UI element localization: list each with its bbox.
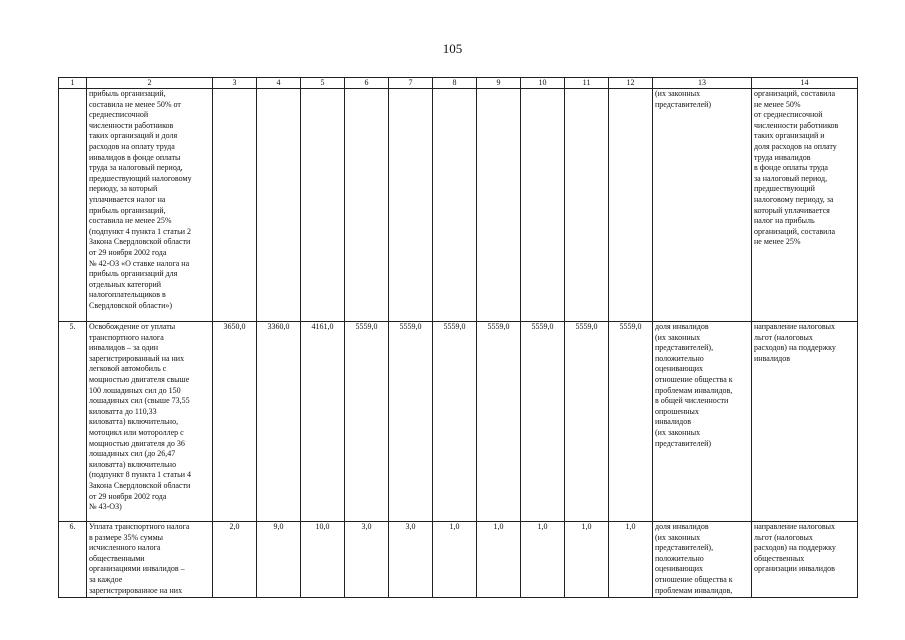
value-cell: 4161,0 [301,322,345,522]
value-cell: 3,0 [345,522,389,598]
benefit-description: Освобождение от уплаты транспортного налога инвалидов – за один зарегистрированный на них легковой автомобиль с мощностью двигателя свыше 100 лошадиных сил до 150 лошадиных сил (свыше 73,55 киловатта до 110,33 киловатта) включительно, мотоцикл или мотороллер с мощностью двигателя до 36 лошадиных сил (до 26,47 киловатта) включительно (подпункт 8 пункта 1 статьи 4 Закона Свердловской области от 29 ноября 2002 года № 43-ОЗ) [87,322,213,522]
column-header: 4 [257,78,301,89]
value-cell: 3650,0 [213,322,257,522]
tax-benefits-table [58,77,858,598]
target-cell: направление налоговых льгот (налоговых расходов) на поддержку общественных организации инвалидов [752,522,858,598]
value-cell [257,89,301,322]
table-row [59,522,858,598]
table-row [59,89,858,322]
value-cell: 5559,0 [609,322,653,522]
column-number-row [59,78,858,89]
value-cell: 2,0 [213,522,257,598]
indicator-cell: (их законных представителей) [653,89,752,322]
value-cell: 1,0 [609,522,653,598]
value-cell [301,89,345,322]
value-cell: 1,0 [477,522,521,598]
value-cell: 5559,0 [345,322,389,522]
column-header: 8 [433,78,477,89]
column-header: 2 [87,78,213,89]
column-header: 13 [653,78,752,89]
page-number: 105 [442,41,463,56]
indicator-cell: доля инвалидов (их законных представителей), положительно оценивающих отношение общества к проблемам инвалидов, в общей численности опрошенных инвалидов (их законных представителей) [653,322,752,522]
value-cell [213,89,257,322]
value-cell: 3,0 [389,522,433,598]
benefit-description: прибыль организаций, составила не менее 50% от среднесписочной численности работников таких организаций и доля расходов на оплату труда инвалидов в фонде оплаты труда за налоговый период, предшествующий налоговому периоду, за который уплачивается налог на прибыль организаций, составила не менее 25% (подпункт 4 пункта 1 статьи 2 Закона Свердловской области от 29 ноября 2002 года № 42-ОЗ «О ставке налога на прибыль организаций для отдельных категорий налогоплательщиков в Свердловской области») [87,89,213,322]
value-cell: 9,0 [257,522,301,598]
value-cell: 5559,0 [433,322,477,522]
column-header: 5 [301,78,345,89]
row-number: 5. [59,322,87,522]
value-cell [345,89,389,322]
value-cell: 5559,0 [565,322,609,522]
column-header: 9 [477,78,521,89]
value-cell: 5559,0 [521,322,565,522]
column-header: 10 [521,78,565,89]
indicator-cell: доля инвалидов (их законных представителей), положительно оценивающих отношение общества к проблемам инвалидов, [653,522,752,598]
column-header: 3 [213,78,257,89]
value-cell: 10,0 [301,522,345,598]
benefit-description: Уплата транспортного налога в размере 35% суммы исчисленного налога общественными организациями инвалидов – за каждое зарегистрированное на них [87,522,213,598]
value-cell [609,89,653,322]
column-header: 6 [345,78,389,89]
row-number [59,89,87,322]
column-header: 1 [59,78,87,89]
value-cell: 5559,0 [389,322,433,522]
value-cell [477,89,521,322]
column-header: 14 [752,78,858,89]
column-header: 7 [389,78,433,89]
value-cell: 1,0 [433,522,477,598]
value-cell [433,89,477,322]
target-cell: направление налоговых льгот (налоговых расходов) на поддержку инвалидов [752,322,858,522]
row-number: 6. [59,522,87,598]
table-row [59,322,858,522]
value-cell: 5559,0 [477,322,521,522]
value-cell: 1,0 [565,522,609,598]
value-cell [521,89,565,322]
target-cell: организаций, составила не менее 50% от среднесписочной численности работников таких организаций и доля расходов на оплату труда инвалидов в фонде оплаты труда за налоговый период, предшествующий налоговому периоду, за который уплачивается налог на прибыль организаций, составила не менее 25% [752,89,858,322]
value-cell [389,89,433,322]
column-header: 12 [609,78,653,89]
value-cell: 1,0 [521,522,565,598]
column-header: 11 [565,78,609,89]
value-cell [565,89,609,322]
value-cell: 3360,0 [257,322,301,522]
